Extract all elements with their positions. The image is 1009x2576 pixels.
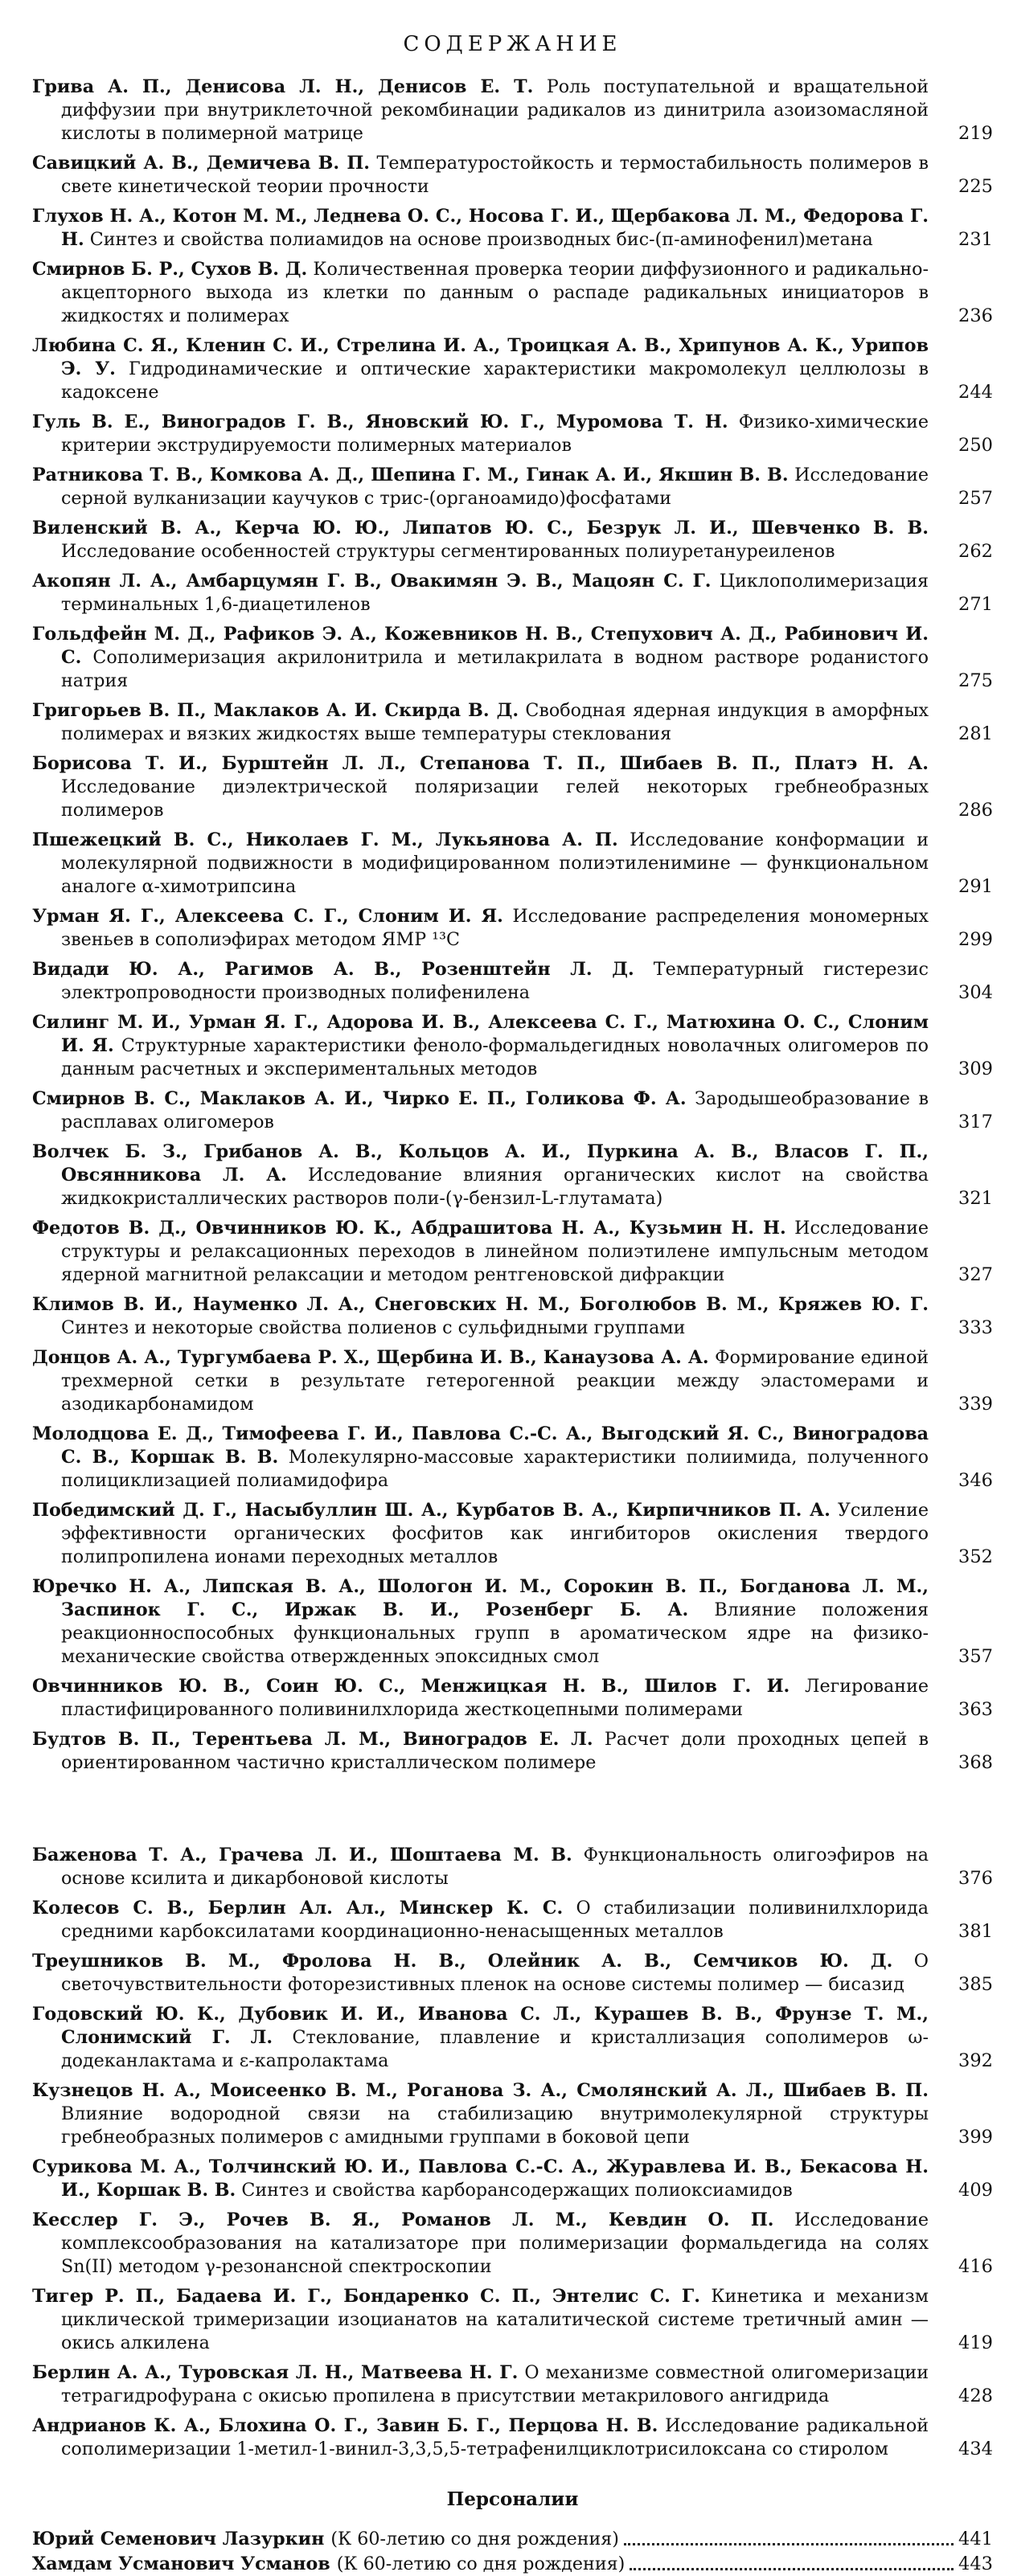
toc-entry-text bbox=[32, 76, 929, 145]
toc-entry-text bbox=[32, 2209, 929, 2279]
toc-entry-title: Исследование особенностей структуры сегментированных полиуретануреиленов bbox=[61, 541, 835, 562]
toc-entry-title: Влияние положения реакционноспособных функциональных групп в ароматическом ядре на физико-механические свойства отвержденных эпоксидных смол bbox=[61, 1599, 929, 1667]
personalia-name: Юрий Семенович Лазуркин bbox=[32, 2529, 325, 2549]
toc-entry-title: Количественная проверка теории диффузионного и радикально-акцепторного выхода из клетки по данным о распаде радикальных инициаторов в жидкостях и полимерах bbox=[61, 259, 929, 326]
toc-entry-page: 299 bbox=[958, 929, 993, 950]
toc-entry-page: 309 bbox=[958, 1059, 993, 1079]
toc-entry-authors: Смирнов В. С., Маклаков А. И., Чирко Е. П., Голикова Ф. А. bbox=[32, 1088, 687, 1109]
toc-entry bbox=[32, 1844, 993, 1890]
toc-entry-text bbox=[32, 699, 929, 746]
personalia-heading: Персоналии bbox=[446, 2488, 579, 2510]
toc-entry-title: Гидродинамические и оптические характеристики макромолекул целлюлозы в кадоксене bbox=[61, 358, 929, 403]
toc-entry-text bbox=[32, 1217, 929, 1287]
toc-entry-page: 281 bbox=[958, 723, 993, 744]
toc-entry-text bbox=[32, 517, 929, 563]
toc-entry-page: 236 bbox=[958, 305, 993, 326]
toc-entry-title: Синтез и некоторые свойства полиенов с сульфидными группами bbox=[61, 1317, 686, 1338]
toc-entry-authors: Федотов В. Д., Овчинников Ю. К., Абдрашитова Н. А., Кузьмин Н. Н. bbox=[32, 1218, 786, 1239]
toc-entry-text bbox=[32, 1141, 929, 1210]
toc-entry-title: О механизме совместной олигомеризации тетрагидрофурана с окисью пропилена в присутствии метакрилового ангидрида bbox=[61, 2362, 929, 2406]
toc-entry-title: Легирование пластифицированного поливинилхлорида жесткоцепными полимерами bbox=[61, 1676, 929, 1720]
toc-entry-authors: Грива А. П., Денисова Л. Н., Денисов Е. Т. bbox=[32, 76, 534, 97]
toc-entry bbox=[32, 623, 993, 693]
toc-entry-title: Исследование диэлектрической поляризации гелей некоторых гребнеобразных полимеров bbox=[61, 776, 929, 821]
personalia-entry bbox=[32, 2528, 993, 2551]
toc-entry-page: 257 bbox=[958, 488, 993, 509]
toc-entry-title: Исследование радикальной сополимеризации 1-метил-1-винил-3,3,5,5-тетрафенилциклотрисилоксана со стиролом bbox=[61, 2415, 929, 2459]
toc-entry-text bbox=[32, 1087, 929, 1134]
toc-entry bbox=[32, 570, 993, 616]
toc-entry-page: 317 bbox=[958, 1112, 993, 1132]
toc-entry-page: 339 bbox=[958, 1394, 993, 1415]
toc-entry-title: Свободная ядерная индукция в аморфных полимерах и вязких жидкостях выше температуры стеклования bbox=[61, 700, 929, 744]
toc-entry bbox=[32, 1575, 993, 1669]
toc-entry-page: 352 bbox=[958, 1546, 993, 1567]
toc-entry-page: 416 bbox=[958, 2256, 993, 2277]
toc-entry-text bbox=[32, 2079, 929, 2149]
toc-entry-text bbox=[32, 570, 929, 616]
toc-entry-page: 409 bbox=[958, 2180, 993, 2201]
toc-entry-title: Функциональность олигоэфиров на основе ксилита и дикарбоновой кислоты bbox=[61, 1845, 929, 1889]
toc-entry-authors: Смирнов Б. Р., Сухов В. Д. bbox=[32, 259, 308, 280]
toc-entry bbox=[32, 1950, 993, 1997]
toc-entry-page: 327 bbox=[958, 1264, 993, 1285]
toc-entry bbox=[32, 1217, 993, 1287]
toc-entry-title: Исследование конформации и молекулярной подвижности в модифицированном полиэтиленимине — функциональном аналоге α-химотрипсина bbox=[61, 829, 929, 897]
toc-entry-page: 321 bbox=[958, 1188, 993, 1209]
toc-entry-authors: Молодцова Е. Д., Тимофеева Г. И., Павлова С.-С. А., Выгодский Я. С., Виноградова С. В., Коршак В. В. bbox=[32, 1423, 929, 1468]
toc-entry-text bbox=[32, 958, 929, 1005]
toc-entry-authors: Годовский Ю. К., Дубовик И. И., Иванова С. Л., Курашев В. В., Фрунзе Т. М., Слонимский Г. Л. bbox=[32, 2004, 929, 2048]
toc-entry-title: Физико-химические критерии экструдируемости полимерных материалов bbox=[61, 412, 929, 456]
toc-entry-page: 271 bbox=[958, 594, 993, 615]
toc-entry-title: Стеклование, плавление и кристаллизация сополимеров ω-додеканлактама и ε-капролактама bbox=[61, 2027, 929, 2071]
toc-entry-text bbox=[32, 2156, 929, 2202]
toc-entry-title: Сополимеризация акрилонитрила и метилакрилата в водном растворе роданистого натрия bbox=[61, 647, 929, 691]
toc-entry-authors: Берлин А. А., Туровская Л. Н., Матвеева Н. Г. bbox=[32, 2362, 519, 2383]
toc-entry-title: О стабилизации поливинилхлорида средними карбоксилатами координационно-ненасыщенных металлов bbox=[61, 1898, 929, 1942]
toc-entry-authors: Гуль В. Е., Виноградов Г. В., Яновский Ю. Г., Муромова Т. Н. bbox=[32, 412, 728, 432]
contents-section-2 bbox=[32, 1844, 993, 2461]
toc-entry-authors: Баженова Т. А., Грачева Л. И., Шоштаева М. В. bbox=[32, 1845, 572, 1865]
toc-entry bbox=[32, 76, 993, 145]
toc-entry-text bbox=[32, 205, 929, 252]
personalia-occasion: (К 60-летию со дня рождения) bbox=[330, 2529, 619, 2549]
toc-entry bbox=[32, 334, 993, 404]
toc-entry-text bbox=[32, 464, 929, 510]
toc-entry-title: Зародышеобразование в расплавах олигомеров bbox=[61, 1088, 929, 1132]
toc-entry bbox=[32, 152, 993, 199]
toc-entry-text bbox=[32, 2414, 929, 2461]
toc-entry-title: Синтез и свойства полиамидов на основе производных бис-(п-аминофенил)метана bbox=[89, 229, 873, 250]
toc-entry-page: 419 bbox=[958, 2332, 993, 2353]
toc-entry-page: 225 bbox=[958, 176, 993, 197]
toc-entry-title: Температурный гистерезис электропроводности производных полифенилена bbox=[61, 959, 929, 1003]
toc-entry-title: Температуростойкость и термостабильность полимеров в свете кинетической теории прочности bbox=[61, 153, 929, 197]
toc-entry-page: 346 bbox=[958, 1470, 993, 1491]
toc-entry bbox=[32, 2285, 993, 2355]
toc-entry-text bbox=[32, 1011, 929, 1081]
toc-entry-page: 244 bbox=[958, 382, 993, 403]
toc-entry-title: Усиление эффективности органических фосфитов как ингибиторов окисления твердого полипропилена ионами переходных металлов bbox=[61, 1500, 929, 1567]
toc-entry-title: Структурные характеристики феноло-формальдегидных новолачных олигомеров по данным расчетных и экспериментальных методов bbox=[61, 1035, 929, 1079]
toc-entry-authors: Андрианов К. А., Блохина О. Г., Завин Б. Г., Перцова Н. В. bbox=[32, 2415, 658, 2436]
toc-entry bbox=[32, 2003, 993, 2073]
toc-entry-authors: Борисова Т. И., Бурштейн Л. Л., Степанова Т. П., Шибаев В. П., Платэ Н. А. bbox=[32, 753, 929, 774]
toc-entry-title: Влияние водородной связи на стабилизацию внутримолекулярной структуры гребнеобразных полимеров с амидными группами в боковой цепи bbox=[61, 2103, 929, 2148]
toc-entry-authors: Григорьев В. П., Маклаков А. И. Скирда В. Д. bbox=[32, 700, 519, 721]
toc-entry bbox=[32, 2156, 993, 2202]
toc-entry bbox=[32, 905, 993, 952]
toc-entry-text bbox=[32, 258, 929, 328]
toc-entry-title: Исследование влияния органических кислот на свойства жидкокристаллических растворов поли-(γ-бензил-L-глутамата) bbox=[61, 1165, 929, 1209]
toc-entry-page: 376 bbox=[958, 1868, 993, 1889]
toc-entry-title: Циклополимеризация терминальных 1,6-диацетиленов bbox=[61, 571, 929, 615]
toc-entry-text bbox=[32, 623, 929, 693]
personalia-name: Хамдам Усманович Усманов bbox=[32, 2553, 330, 2574]
toc-entry-text bbox=[32, 1575, 929, 1669]
toc-entry-page: 231 bbox=[958, 229, 993, 250]
toc-entry-text bbox=[32, 2285, 929, 2355]
toc-entry-page: 262 bbox=[958, 541, 993, 562]
toc-entry-title: Исследование распределения мономерных звеньев в сополиэфирах методом ЯМР ¹³C bbox=[61, 906, 929, 950]
personalia-list bbox=[32, 2528, 993, 2576]
toc-entry-page: 434 bbox=[958, 2439, 993, 2459]
toc-entry-page: 381 bbox=[958, 1921, 993, 1942]
toc-entry bbox=[32, 1728, 993, 1775]
toc-entry-authors: Волчек Б. З., Грибанов А. В., Кольцов А. И., Пуркина А. В., Власов Г. П., Овсянникова Л. А. bbox=[32, 1141, 929, 1186]
toc-entry-authors: Колесов С. В., Берлин Ал. Ал., Минскер К. С. bbox=[32, 1898, 564, 1919]
toc-entry-text bbox=[32, 1675, 929, 1722]
toc-entry-page: 250 bbox=[958, 435, 993, 456]
toc-entry-page: 399 bbox=[958, 2127, 993, 2148]
toc-entry-page: 286 bbox=[958, 800, 993, 821]
toc-entry-authors: Любина С. Я., Кленин С. И., Стрелина И. А., Троицкая А. В., Хрипунов А. К., Урипов Э. У. bbox=[32, 335, 929, 379]
toc-entry-text bbox=[32, 1423, 929, 1493]
toc-entry-authors: Юречко Н. А., Липская В. А., Шологон И. М., Сорокин В. П., Богданова Л. М., Заспинок Г. С., Иржак В. И., Розенберг Б. А. bbox=[32, 1576, 929, 1620]
toc-entry-authors: Кесслер Г. Э., Рочев В. Я., Романов Л. М., Кевдин О. П. bbox=[32, 2209, 774, 2230]
toc-entry-authors: Савицкий А. В., Демичева В. П. bbox=[32, 153, 371, 174]
toc-entry-authors: Донцов А. А., Тургумбаева Р. Х., Щербина И. В., Канаузова А. А. bbox=[32, 1347, 709, 1368]
contents-section-1 bbox=[32, 76, 993, 1775]
toc-entry bbox=[32, 2209, 993, 2279]
section-gap bbox=[32, 1781, 993, 1844]
toc-entry bbox=[32, 464, 993, 510]
dot-leader bbox=[624, 2543, 954, 2545]
toc-entry-title: Формирование единой трехмерной сетки в результате гетерогенной реакции между эластомерами и азодикарбонамидом bbox=[61, 1347, 929, 1415]
toc-entry bbox=[32, 517, 993, 563]
toc-entry-text bbox=[32, 334, 929, 404]
toc-entry-authors: Будтов В. П., Терентьева Л. М., Виноградов Е. Л. bbox=[32, 1729, 593, 1750]
toc-entry-page: 392 bbox=[958, 2050, 993, 2071]
toc-entry bbox=[32, 829, 993, 899]
toc-entry bbox=[32, 1141, 993, 1210]
personalia-occasion: (К 60-летию со дня рождения) bbox=[336, 2553, 625, 2574]
toc-entry-authors: Овчинников Ю. В., Соин Ю. С., Менжицкая Н. В., Шилов Г. И. bbox=[32, 1676, 790, 1697]
toc-entry-authors: Урман Я. Г., Алексеева С. Г., Слоним И. Я. bbox=[32, 906, 503, 927]
toc-entry-authors: Пшежецкий В. С., Николаев Г. М., Лукьянова А. П. bbox=[32, 829, 618, 850]
toc-entry-text bbox=[32, 905, 929, 952]
toc-entry-page: 363 bbox=[958, 1699, 993, 1720]
toc-entry-page: 428 bbox=[958, 2386, 993, 2406]
toc-entry-text bbox=[32, 152, 929, 199]
toc-entry bbox=[32, 958, 993, 1005]
toc-entry bbox=[32, 1087, 993, 1134]
toc-entry bbox=[32, 1293, 993, 1340]
toc-entry-authors: Гольдфейн М. Д., Рафиков Э. А., Кожевников Н. В., Степухович А. Д., Рабинович И. С. bbox=[32, 624, 929, 668]
toc-entry-page: 275 bbox=[958, 670, 993, 691]
toc-entry bbox=[32, 2414, 993, 2461]
toc-entry bbox=[32, 699, 993, 746]
toc-entry-text bbox=[32, 752, 929, 822]
toc-entry-text bbox=[32, 2361, 929, 2408]
toc-entry-authors: Глухов Н. А., Котон М. М., Леднева О. С., Носова Г. И., Щербакова Л. М., Федорова Г. Н. bbox=[32, 206, 929, 250]
toc-entry-page: 385 bbox=[958, 1974, 993, 1995]
personalia-page: 441 bbox=[958, 2529, 993, 2549]
toc-entry-authors: Акопян Л. А., Амбарцумян Г. В., Овакимян Э. В., Мацоян С. Г. bbox=[32, 571, 712, 592]
personalia-entry bbox=[32, 2553, 993, 2576]
toc-entry-title: Кинетика и механизм циклической тримеризации изоцианатов на каталитической системе третичный амин — окись алкилена bbox=[61, 2286, 929, 2353]
toc-entry-page: 304 bbox=[958, 982, 993, 1003]
toc-entry-text bbox=[32, 2003, 929, 2073]
toc-entry-text bbox=[32, 829, 929, 899]
toc-entry-page: 368 bbox=[958, 1752, 993, 1773]
toc-entry-authors: Тигер Р. П., Бадаева И. Г., Бондаренко С. П., Энтелис С. Г. bbox=[32, 2286, 700, 2307]
toc-entry-page: 333 bbox=[958, 1317, 993, 1338]
toc-entry-authors: Климов В. И., Науменко Л. А., Снеговских Н. М., Боголюбов В. М., Кряжев Ю. Г. bbox=[32, 1294, 929, 1315]
personalia-page: 443 bbox=[958, 2553, 993, 2574]
toc-entry-authors: Ратникова Т. В., Комкова А. Д., Шепина Г. М., Гинак А. И., Якшин В. В. bbox=[32, 465, 789, 485]
contents-heading: СОДЕРЖАНИЕ bbox=[403, 32, 622, 56]
toc-entry-text bbox=[32, 411, 929, 457]
toc-entry-authors: Видади Ю. А., Рагимов А. В., Розенштейн Л. Д. bbox=[32, 959, 634, 980]
toc-entry-page: 357 bbox=[958, 1646, 993, 1667]
toc-entry-title: Молекулярно-массовые характеристики полиимида, полученного полициклизацией полиамидофира bbox=[61, 1447, 929, 1491]
toc-entry-text bbox=[32, 1293, 929, 1340]
toc-entry bbox=[32, 752, 993, 822]
toc-entry-page: 219 bbox=[958, 123, 993, 144]
toc-entry-title: Расчет доли проходных цепей в ориентированном частично кристаллическом полимере bbox=[61, 1729, 929, 1773]
toc-entry-page: 291 bbox=[958, 876, 993, 897]
toc-entry-authors: Силинг М. И., Урман Я. Г., Адорова И. В., Алексеева С. Г., Матюхина О. С., Слоним И. Я. bbox=[32, 1012, 929, 1056]
toc-entry bbox=[32, 1346, 993, 1416]
toc-entry-authors: Виленский В. А., Керча Ю. Ю., Липатов Ю. С., Безрук Л. И., Шевченко В. В. bbox=[32, 518, 929, 539]
toc-entry-title: О светочувствительности фоторезистивных пленок на основе системы полимер — бисазид bbox=[61, 1951, 929, 1995]
toc-entry-authors: Треушников В. М., Фролова Н. В., Олейник А. В., Семчиков Ю. Д. bbox=[32, 1951, 893, 1972]
toc-entry bbox=[32, 411, 993, 457]
toc-entry bbox=[32, 1011, 993, 1081]
toc-entry-text bbox=[32, 1844, 929, 1890]
toc-entry-authors: Победимский Д. Г., Насыбуллин Ш. А., Курбатов В. А., Кирпичников П. А. bbox=[32, 1500, 831, 1521]
toc-entry-title: Роль поступательной и вращательной диффузии при внутриклеточной рекомбинации радикалов из динитрила азоизомасляной кислоты в полимерной матрице bbox=[61, 76, 929, 144]
toc-entry bbox=[32, 1423, 993, 1493]
toc-entry-authors: Сурикова М. А., Толчинский Ю. И., Павлова С.-С. А., Журавлева И. В., Бекасова Н. И., Коршак В. В. bbox=[32, 2156, 929, 2201]
toc-entry bbox=[32, 1897, 993, 1943]
toc-entry bbox=[32, 1675, 993, 1722]
dot-leader bbox=[630, 2568, 954, 2570]
toc-entry bbox=[32, 2079, 993, 2149]
toc-entry-title: Синтез и свойства карборансодержащих полиоксиамидов bbox=[241, 2180, 793, 2201]
toc-entry bbox=[32, 1499, 993, 1569]
toc-entry bbox=[32, 258, 993, 328]
toc-entry-authors: Кузнецов Н. А., Моисеенко В. М., Роганова З. А., Смолянский А. Л., Шибаев В. П. bbox=[32, 2080, 929, 2101]
toc-entry-text bbox=[32, 1897, 929, 1943]
toc-entry bbox=[32, 2361, 993, 2408]
toc-entry-text bbox=[32, 1346, 929, 1416]
toc-entry-title: Исследование структуры и релаксационных переходов в линейном полиэтилене импульсным методом ядерной магнитной релаксации и методом рентгеновской дифракции bbox=[61, 1218, 929, 1285]
toc-entry-title: Исследование серной вулканизации каучуков с трис-(органоамидо)фосфатами bbox=[61, 465, 929, 509]
toc-entry-text bbox=[32, 1950, 929, 1997]
toc-entry-text bbox=[32, 1499, 929, 1569]
toc-entry bbox=[32, 205, 993, 252]
toc-entry-text bbox=[32, 1728, 929, 1775]
toc-entry-title: Исследование комплексообразования на катализаторе при полимеризации формальдегида на солях Sn(II) методом γ-резонансной спектроскопии bbox=[61, 2209, 929, 2277]
